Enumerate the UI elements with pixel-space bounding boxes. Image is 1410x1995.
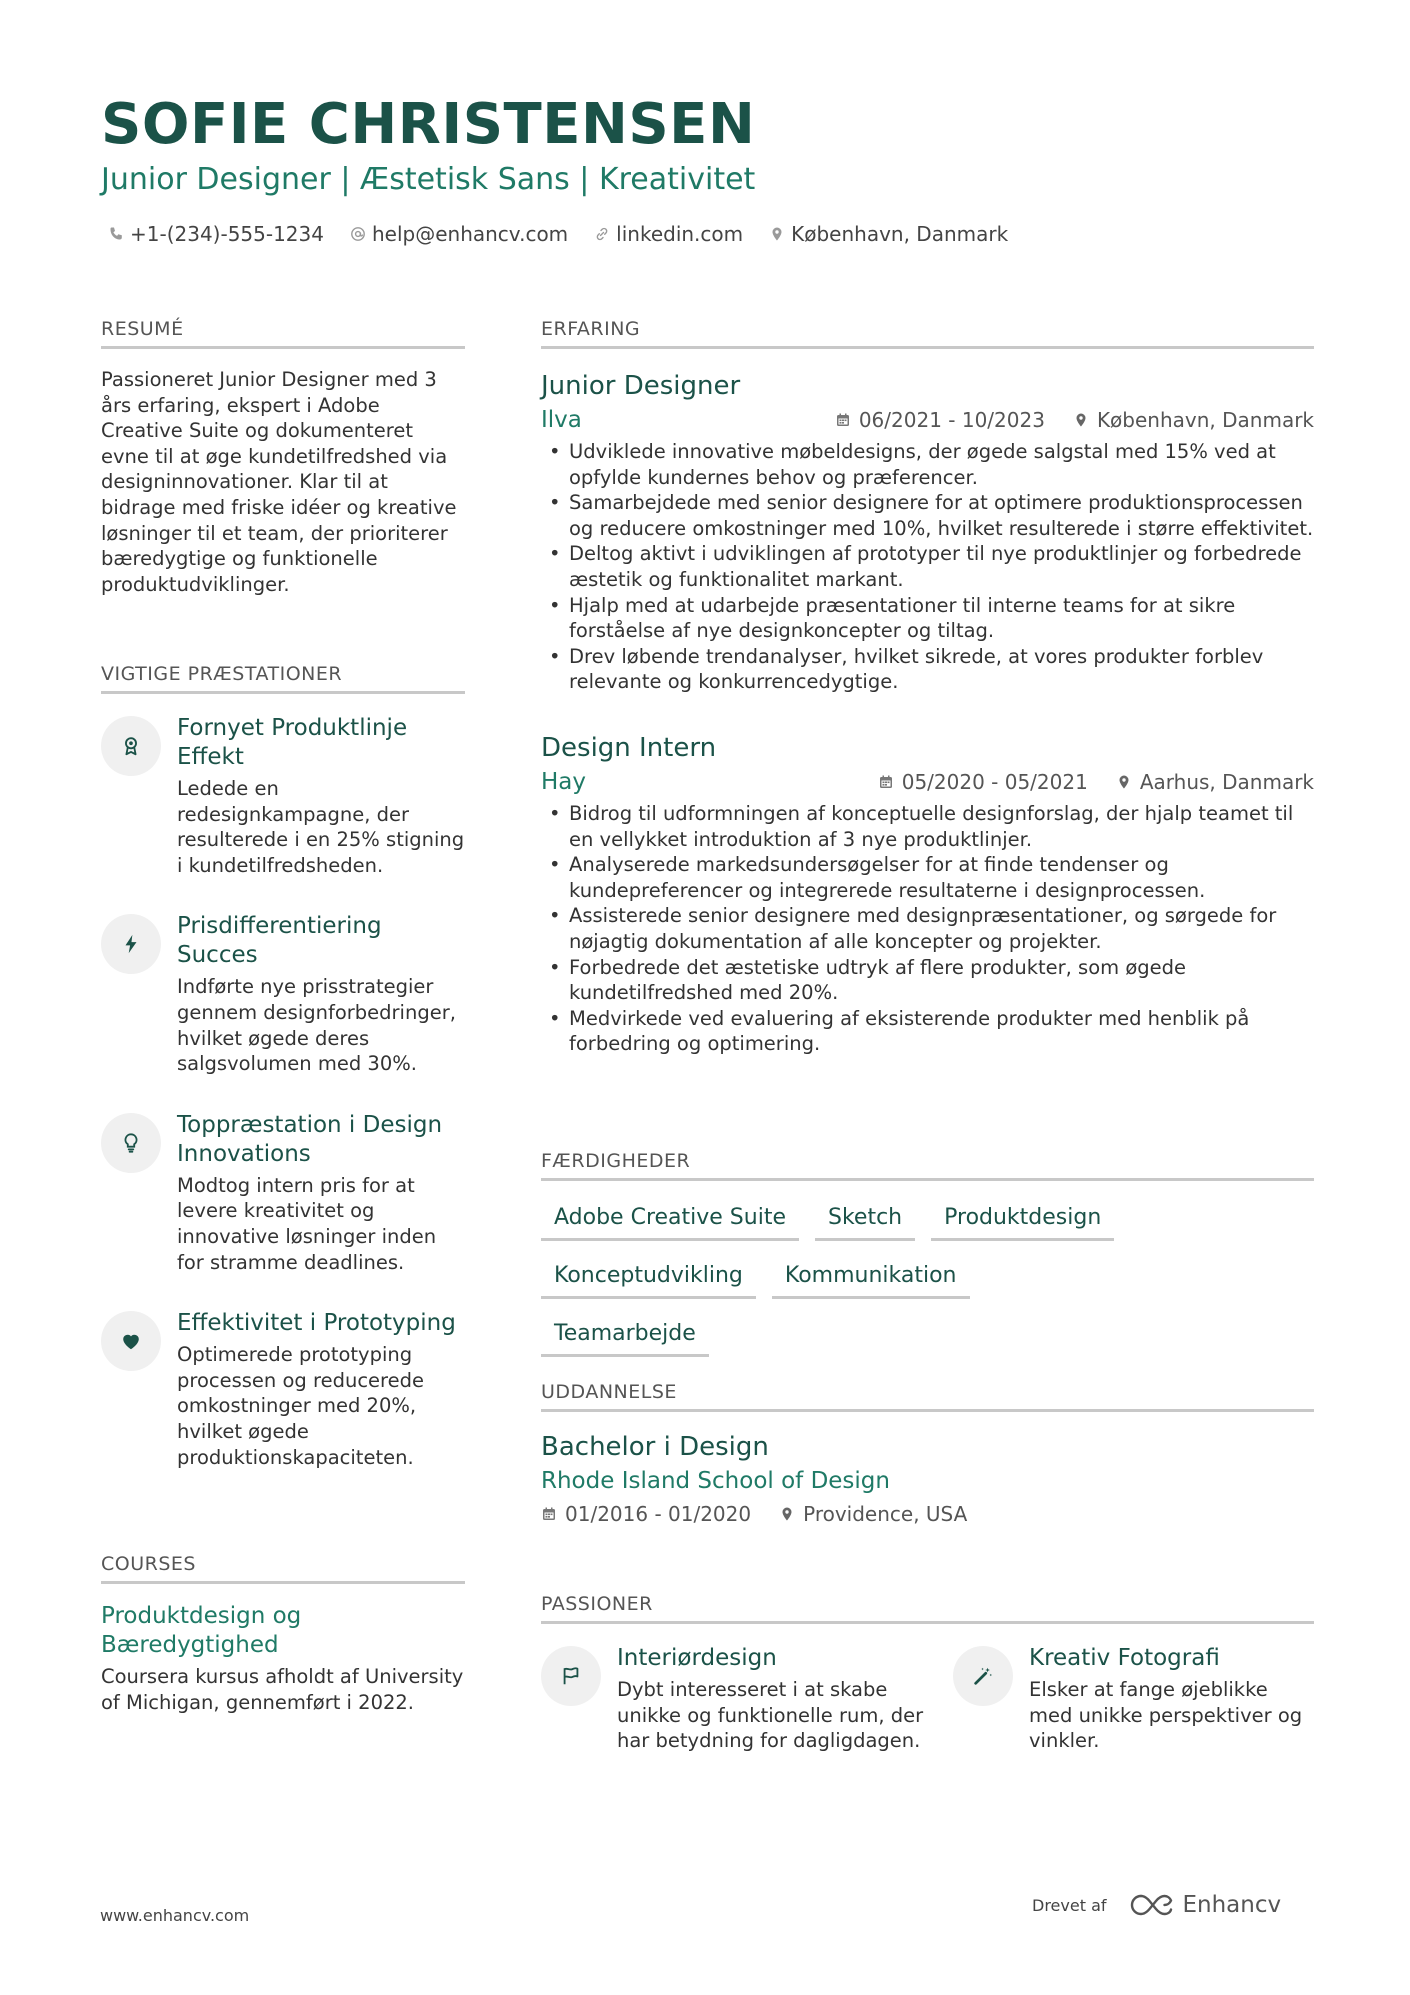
degree-title: Bachelor i Design — [541, 1432, 769, 1462]
course-desc: Coursera kursus afholdt af University of Michigan, gennemført i 2022. — [101, 1665, 464, 1714]
edu-location-text: Providence, USA — [803, 1502, 968, 1526]
achievement-desc: Indførte nye prisstrategier gennem designforbedringer, hvilket øgede deres salgsvolumen med 30%. — [177, 975, 456, 1076]
job-dates — [835, 408, 1045, 432]
passion-desc: Dybt interesseret i at skabe unikke og funktionelle rum, der har betydning for dagligdagen. — [617, 1678, 924, 1753]
achievement-item — [101, 912, 465, 1076]
contact-bar — [108, 222, 1008, 246]
skill-tag: Adobe Creative Suite — [541, 1199, 799, 1241]
job-title: Junior Designer — [541, 371, 741, 401]
achievement-item — [101, 1111, 465, 1275]
at-icon — [350, 226, 366, 242]
skill-tag: Kommunikation — [772, 1257, 970, 1299]
experience-heading: ERFARING — [541, 318, 1314, 349]
job-bullet: • Deltog aktivt i udviklingen af prototyper til nye produktlinjer og forbedrede æstetik og funktionalitet markant. — [541, 541, 1314, 592]
phone-text: +1-(234)-555-1234 — [130, 222, 324, 246]
course-title: Produktdesign og Bæredygtighed — [101, 1603, 302, 1658]
achievement-title: Prisdifferentiering Succes — [177, 913, 382, 969]
tagline: Junior Designer | Æstetisk Sans | Kreativitet — [101, 162, 756, 197]
school-name: Rhode Island School of Design — [541, 1468, 890, 1494]
job-company: Ilva — [541, 407, 582, 433]
skill-tag: Teamarbejde — [541, 1315, 709, 1357]
magic-wand-icon-circle — [953, 1646, 1013, 1706]
job-location — [1116, 770, 1314, 794]
right-column — [541, 318, 1314, 1753]
job-bullet: • Bidrog til udformningen af konceptuelle designforslag, der hjalp teamet til en vellykket introduktion af 3 nye produktlinjer. — [541, 801, 1314, 852]
achievement-item — [101, 714, 465, 878]
location-text: København, Danmark — [791, 222, 1009, 246]
achievement-desc: Modtog intern pris for at levere kreativitet og innovative løsninger inden for stramme deadlines. — [177, 1173, 437, 1274]
job-bullets — [541, 439, 1314, 695]
award-icon-circle — [101, 716, 161, 776]
job-bullet: • Analyserede markedsundersøgelser for at finde tendenser og kundepreferencer og integrerede resultaterne i designprocessen. — [541, 852, 1314, 903]
achievement-item — [101, 1309, 465, 1470]
phone-icon — [108, 226, 124, 242]
footer-branding — [1032, 1892, 1281, 1918]
job-bullet: • Hjalp med at udarbejde præsentationer til interne teams for at sikre forståelse af nye designkoncepter og tiltag. — [541, 593, 1314, 644]
job-bullet: • Udviklede innovative møbeldesigns, der øgede salgstal med 15% ved at opfylde kundernes behov og præferencer. — [541, 439, 1314, 490]
job-entry — [541, 369, 1314, 695]
enhancv-logo-icon — [1127, 1892, 1175, 1918]
skill-tag: Produktdesign — [931, 1199, 1114, 1241]
job-location-text: København, Danmark — [1096, 408, 1314, 432]
achievements-section — [101, 663, 465, 1470]
job-bullet: • Assisterede senior designere med designpræsentationer, og sørgede for nøjagtig dokumentation af alle koncepter og projekter. — [541, 903, 1314, 954]
candidate-name: SOFIE CHRISTENSEN — [101, 92, 756, 157]
job-dates-text: 06/2021 - 10/2023 — [858, 408, 1045, 432]
courses-heading: COURSES — [101, 1553, 465, 1584]
contact-email[interactable] — [350, 222, 568, 246]
passion-title: Interiørdesign — [617, 1645, 777, 1671]
achievements-heading: VIGTIGE PRÆSTATIONER — [101, 663, 465, 694]
job-entry — [541, 731, 1314, 1057]
job-title: Design Intern — [541, 732, 717, 763]
lightbulb-icon-circle — [101, 1113, 161, 1173]
job-location-text: Aarhus, Danmark — [1139, 769, 1314, 794]
job-company: Hay — [541, 768, 587, 795]
contact-location — [769, 222, 1008, 246]
passion-title: Kreativ Fotografi — [1029, 1645, 1220, 1671]
education-section — [541, 1381, 1314, 1526]
location-pin-icon — [1116, 774, 1132, 790]
job-bullet: • Samarbejdede med senior designere for at optimere produktionsprocessen og reducere omkostninger med 10%, hvilket resulterede i større effektivitet. — [541, 490, 1314, 541]
courses-section — [101, 1553, 465, 1715]
passions-heading: PASSIONER — [541, 1593, 1314, 1624]
passion-item — [541, 1644, 953, 1754]
summary-text: Passioneret Junior Designer med 3 års erfaring, ekspert i Adobe Creative Suite og dokumenteret evne til at øge kundetilfredshed via designinnovationer. Klar til at bidrage med friske idéer og kreative løsninger til et team, der prioriterer bæredygtige og funktionelle produktudviklinger. — [101, 368, 457, 596]
skill-tag: Sketch — [815, 1199, 915, 1241]
skills-heading: FÆRDIGHEDER — [541, 1150, 1314, 1181]
calendar-icon — [541, 1506, 557, 1522]
skill-tag: Konceptudvikling — [541, 1257, 756, 1299]
magic-wand-icon — [972, 1665, 994, 1687]
job-bullets — [541, 801, 1314, 1057]
skills-section — [541, 1150, 1314, 1357]
summary-heading: RESUMÉ — [101, 318, 465, 349]
skills-list — [541, 1199, 1141, 1357]
flag-icon-circle — [541, 1646, 601, 1706]
email-text: help@enhancv.com — [371, 222, 569, 246]
achievement-title: Effektivitet i Prototyping — [177, 1310, 456, 1337]
achievement-desc: Ledede en redesignkampagne, der resulterede i en 25% stigning i kundetilfredsheden. — [177, 777, 465, 877]
job-bullet: • Forbedrede det æstetiske udtryk af flere produkter, som øgede kundetilfredshed med 20%. — [541, 955, 1314, 1006]
achievement-desc: Optimerede prototyping processen og reducerede omkostninger med 20%, hvilket øgede produktionskapaciteten. — [177, 1343, 424, 1469]
lightbulb-icon — [120, 1132, 142, 1154]
job-location — [1073, 408, 1314, 432]
edu-dates — [541, 1502, 751, 1526]
edu-dates-text: 01/2016 - 01/2020 — [565, 1502, 752, 1526]
heart-icon-circle — [101, 1311, 161, 1371]
job-bullet: • Medvirkede ved evaluering af eksisterende produkter med henblik på forbedring og optimering. — [541, 1006, 1314, 1057]
contact-phone — [108, 222, 324, 246]
footer-website[interactable]: www.enhancv.com — [100, 1906, 250, 1925]
award-icon — [120, 735, 142, 757]
passion-desc: Elsker at fange øjeblikke med unikke perspektiver og vinkler. — [1029, 1678, 1303, 1753]
contact-linkedin[interactable] — [594, 222, 743, 246]
bolt-icon — [120, 933, 142, 955]
enhancv-logo-text: Enhancv — [1182, 1892, 1282, 1918]
calendar-icon — [878, 774, 894, 790]
flag-icon — [560, 1665, 582, 1687]
passion-item — [953, 1644, 1314, 1754]
bolt-icon-circle — [101, 914, 161, 974]
job-dates — [878, 770, 1088, 794]
location-pin-icon — [1073, 412, 1089, 428]
left-column — [101, 318, 465, 1714]
heart-icon — [120, 1330, 142, 1352]
passions-section — [541, 1593, 1314, 1754]
location-pin-icon — [779, 1506, 795, 1522]
enhancv-logo[interactable] — [1127, 1892, 1282, 1918]
achievement-title: Fornyet Produktlinje Effekt — [177, 715, 408, 770]
calendar-icon — [835, 412, 851, 428]
edu-location — [779, 1502, 967, 1526]
achievement-title: Toppræstation i Design Innovations — [177, 1111, 443, 1167]
link-icon — [594, 226, 610, 242]
job-dates-text: 05/2020 - 05/2021 — [901, 769, 1088, 794]
powered-by-text: Drevet af — [1032, 1895, 1107, 1915]
location-pin-icon — [769, 226, 785, 242]
job-bullet: • Drev løbende trendanalyser, hvilket sikrede, at vores produkter forblev relevante og konkurrencedygtige. — [541, 644, 1314, 695]
education-heading: UDDANNELSE — [541, 1381, 1314, 1412]
linkedin-text: linkedin.com — [616, 222, 744, 246]
